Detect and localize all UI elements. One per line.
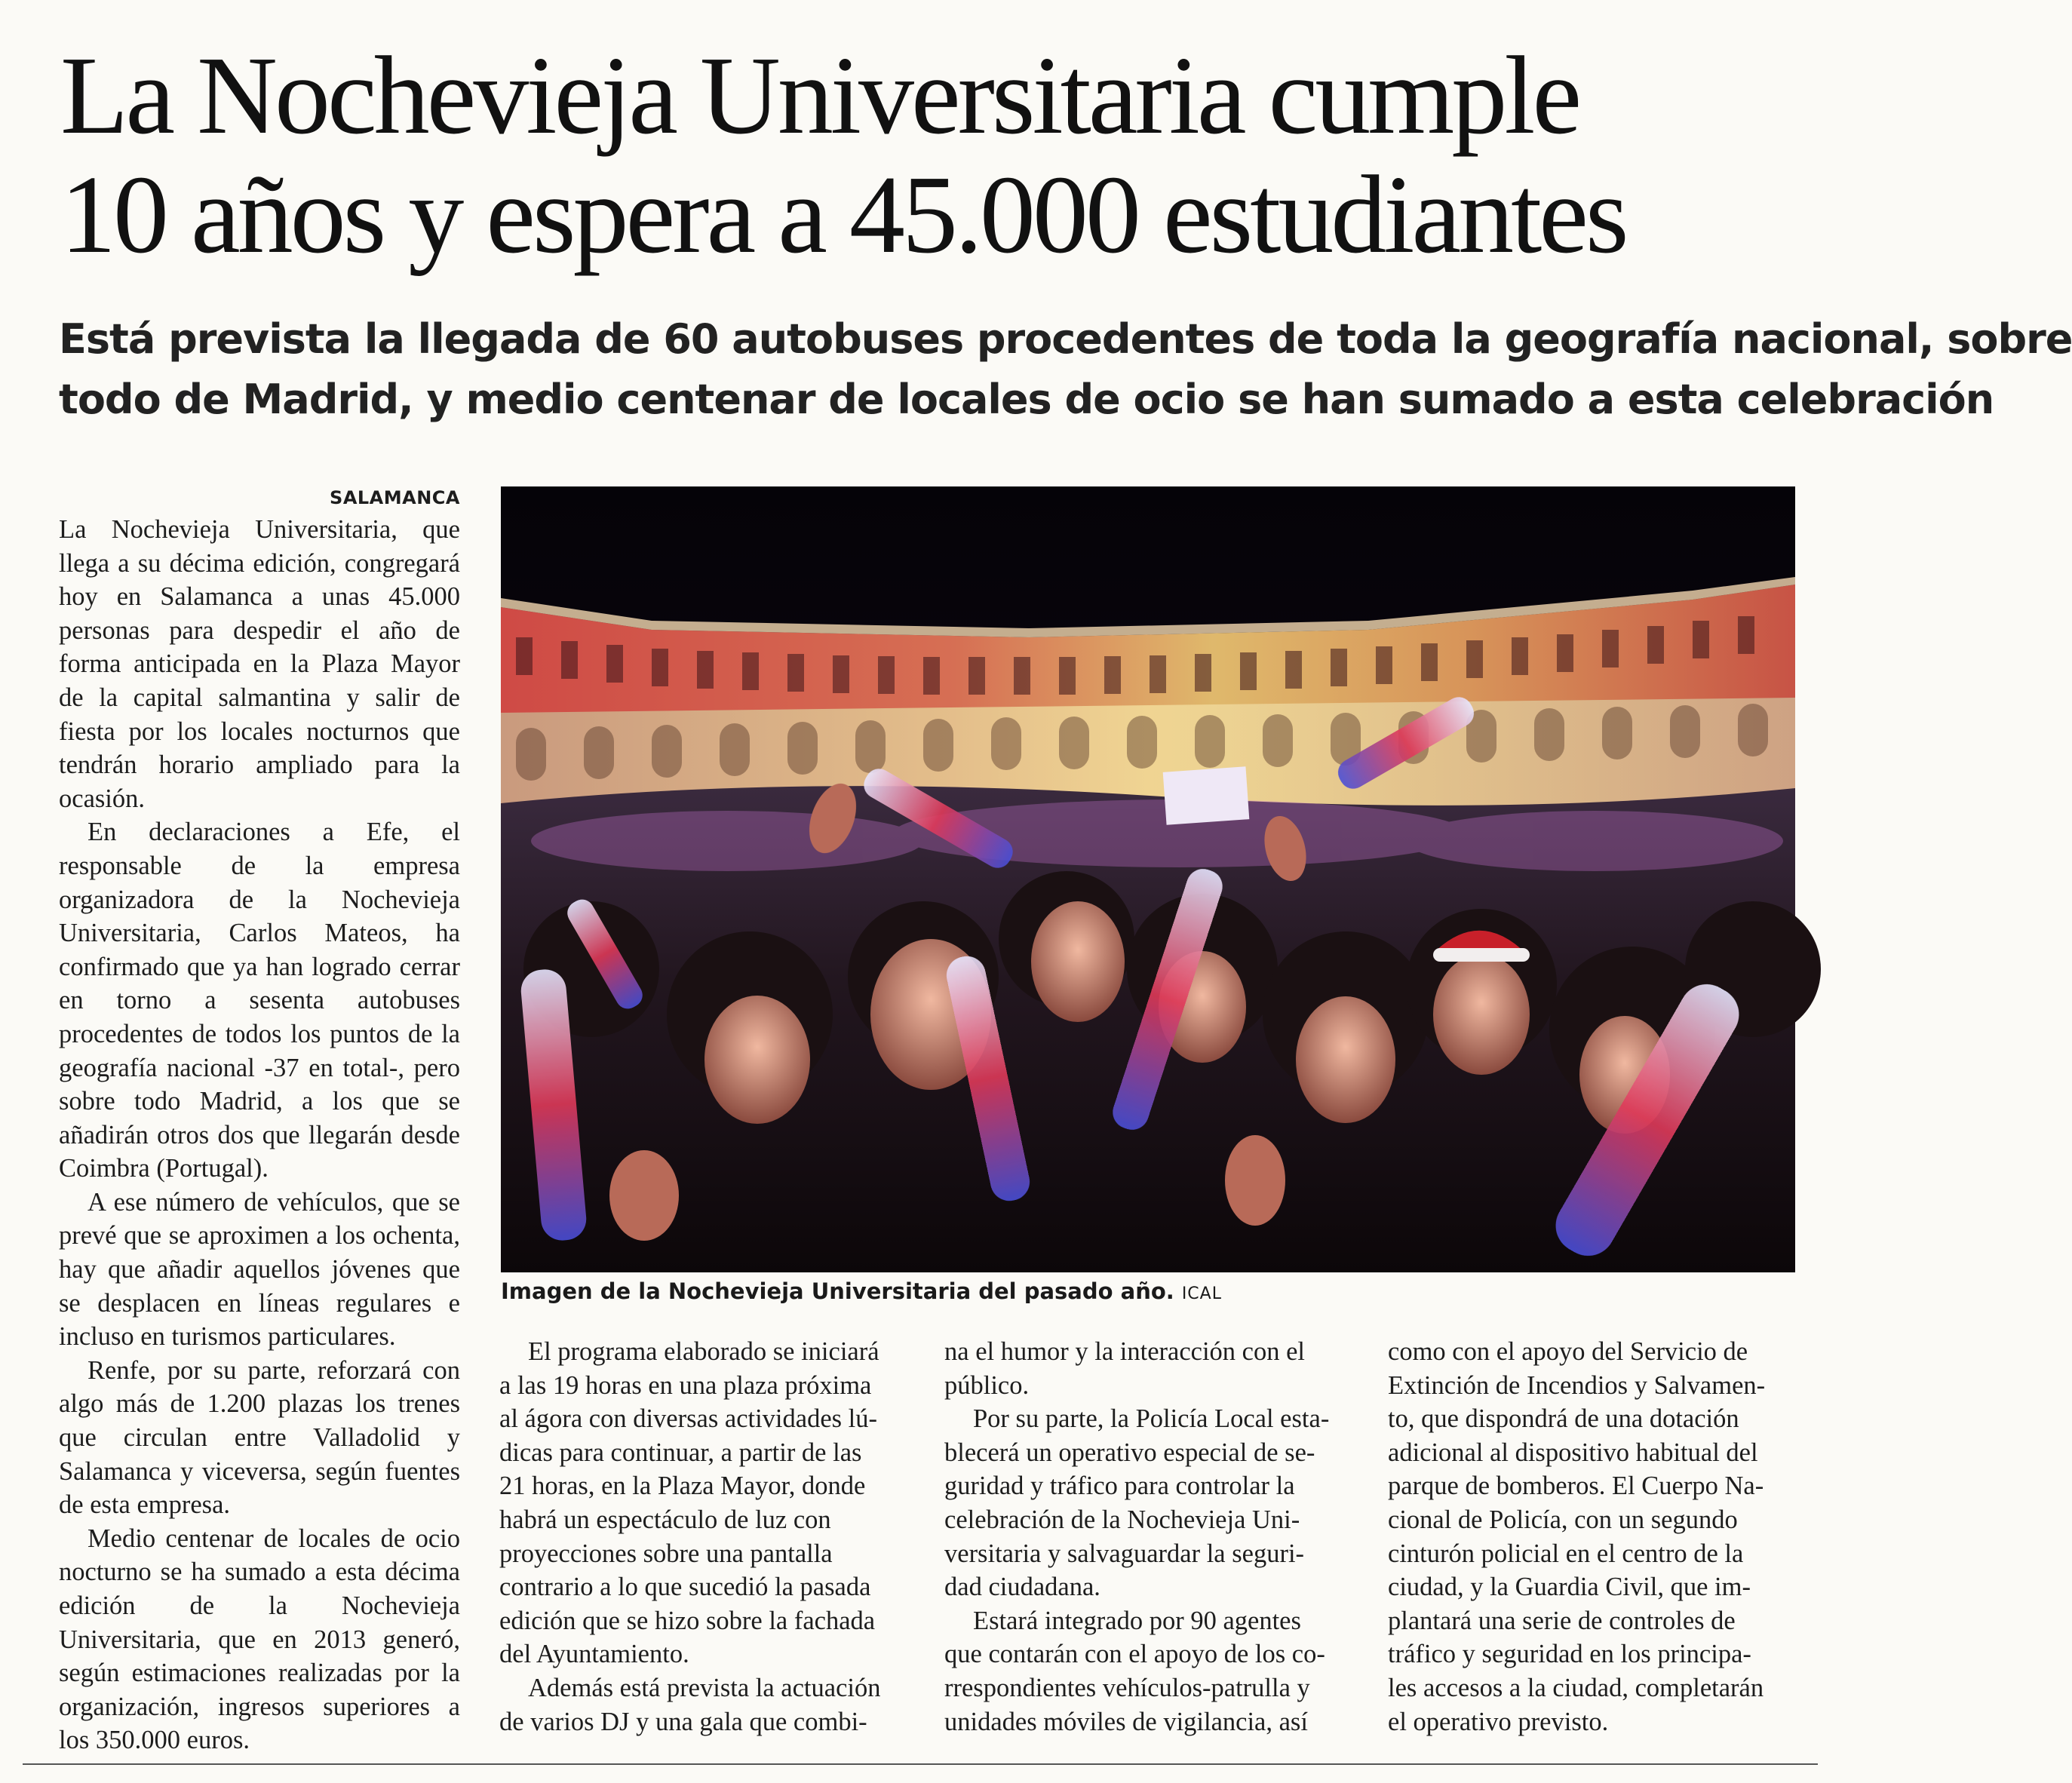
- bottom-rule: [23, 1763, 1818, 1765]
- text-line: El programa elaborado se iniciará: [528, 1337, 879, 1366]
- text-line: contrario a lo que sucedió la pasada: [499, 1573, 871, 1602]
- text-line: proyecciones sobre una pantalla: [499, 1539, 833, 1568]
- text-line: a las 19 horas en una plaza próxima: [499, 1370, 872, 1400]
- text-line: dad ciudadana.: [944, 1573, 1100, 1602]
- subheadline-line-1: Está prevista la llegada de 60 autobuses procedentes de toda la geografía nacional, sobre: [59, 315, 2072, 363]
- text-line: ciudad, y la Guardia Civil, que im-: [1388, 1573, 1751, 1602]
- dateline: SALAMANCA: [330, 487, 460, 508]
- article-column-2: [499, 1335, 904, 1739]
- text-line: to, que dispondrá de una dotación: [1388, 1404, 1739, 1434]
- text-line: guridad y tráfico para controlar la: [944, 1472, 1295, 1501]
- headline: [60, 36, 1795, 275]
- text-line: Por su parte, la Policía Local esta-: [973, 1404, 1330, 1434]
- text-line: el operativo previsto.: [1388, 1707, 1609, 1736]
- text-line: Extinción de Incendios y Salvamen-: [1388, 1370, 1766, 1400]
- text-line: como con el apoyo del Servicio de: [1388, 1337, 1748, 1366]
- plaza-mayor-crowd-photo: [501, 486, 1795, 1272]
- text-line: celebración de la Nochevieja Uni-: [944, 1505, 1300, 1534]
- text-line: público.: [944, 1370, 1030, 1400]
- text-line: Además está prevista la actuación: [528, 1673, 881, 1702]
- headline-line-1: La Nochevieja Universitaria cumple: [60, 34, 1579, 158]
- article-column-3: [944, 1335, 1350, 1739]
- text-line: plantará una serie de controles de: [1388, 1606, 1736, 1635]
- text-line: unidades móviles de vigilancia, así: [944, 1707, 1308, 1736]
- text-line: al ágora con diversas actividades lú-: [499, 1404, 878, 1434]
- paragraph: A ese número de vehículos, que se prevé que se aproximen a los ochenta, hay que añadir aquellos jóvenes que se desplacen en líneas regulares e incluso en turismos particulares.: [59, 1187, 460, 1352]
- photo-caption: [501, 1276, 1222, 1309]
- subheadline-line-2: todo de Madrid, y medio centenar de locales de ocio se han sumado a esta celebración: [59, 376, 1994, 423]
- article-column-1: [59, 484, 460, 1757]
- text-line: parque de bomberos. El Cuerpo Na-: [1388, 1472, 1764, 1501]
- article-column-4: [1388, 1335, 1795, 1739]
- text-line: habrá un espectáculo de luz con: [499, 1505, 831, 1534]
- text-line: dicas para continuar, a partir de las: [499, 1438, 862, 1467]
- text-line: rrespondientes vehículos-patrulla y: [944, 1673, 1310, 1702]
- text-line: cinturón policial en el centro de la: [1388, 1539, 1744, 1568]
- photo-caption-text: Imagen de la Nochevieja Universitaria del pasado año.: [501, 1278, 1174, 1304]
- text-line: de varios DJ y una gala que combi-: [499, 1707, 867, 1736]
- text-line: na el humor y la interacción con el: [944, 1337, 1306, 1366]
- paragraph: La Nochevieja Universitaria, que llega a su décima edición, congregará hoy en Salamanca a unas 45.000 personas para despedir el año de forma anticipada en la Plaza Mayor de la capital salmantina y salir de fiesta por los locales nocturnos que tendrán horario ampliado para la ocasión.: [59, 515, 460, 813]
- paragraph: Renfe, por su parte, reforzará con algo más de 1.200 plazas los trenes que circulan entre Valladolid y Salamanca y viceversa, según fuentes de esta empresa.: [59, 1355, 460, 1520]
- text-line: blecerá un operativo especial de se-: [944, 1438, 1315, 1467]
- news-photo: [501, 486, 1795, 1272]
- paragraph: En declaraciones a Efe, el responsable de la empresa organizadora de la Nochevieja Universitaria, Carlos Mateos, ha confirmado que ya han logrado cerrar en torno a sesenta autobuses procedentes de todos los puntos de la geografía nacional -37 en total-, pero sobre todo Madrid, a los que se añadirán otros dos que llegarán desde Coimbra (Portugal).: [59, 818, 460, 1183]
- text-line: les accesos a la ciudad, completarán: [1388, 1673, 1764, 1702]
- text-line: 21 horas, en la Plaza Mayor, donde: [499, 1472, 866, 1501]
- text-line: adicional al dispositivo habitual del: [1388, 1438, 1758, 1467]
- headline-line-2: 10 años y espera a 45.000 estudiantes: [60, 153, 1626, 277]
- paragraph: Medio centenar de locales de ocio nocturno se ha sumado a esta décima edición de la Nochevieja Universitaria, que en 2013 generó, según estimaciones realizadas por la organización, ingresos superiores a los 350.000 euros.: [59, 1524, 460, 1755]
- text-line: que contarán con el apoyo de los co-: [944, 1640, 1325, 1669]
- subheadline: [59, 309, 2072, 430]
- text-line: versitaria y salvaguardar la seguri-: [944, 1539, 1305, 1568]
- text-line: tráfico y seguridad en los principa-: [1388, 1640, 1751, 1669]
- text-line: del Ayuntamiento.: [499, 1640, 689, 1669]
- text-line: edición que se hizo sobre la fachada: [499, 1606, 876, 1635]
- text-line: cional de Policía, con un segundo: [1388, 1505, 1738, 1534]
- photo-credit: ICAL: [1181, 1284, 1222, 1303]
- text-line: Estará integrado por 90 agentes: [973, 1606, 1301, 1635]
